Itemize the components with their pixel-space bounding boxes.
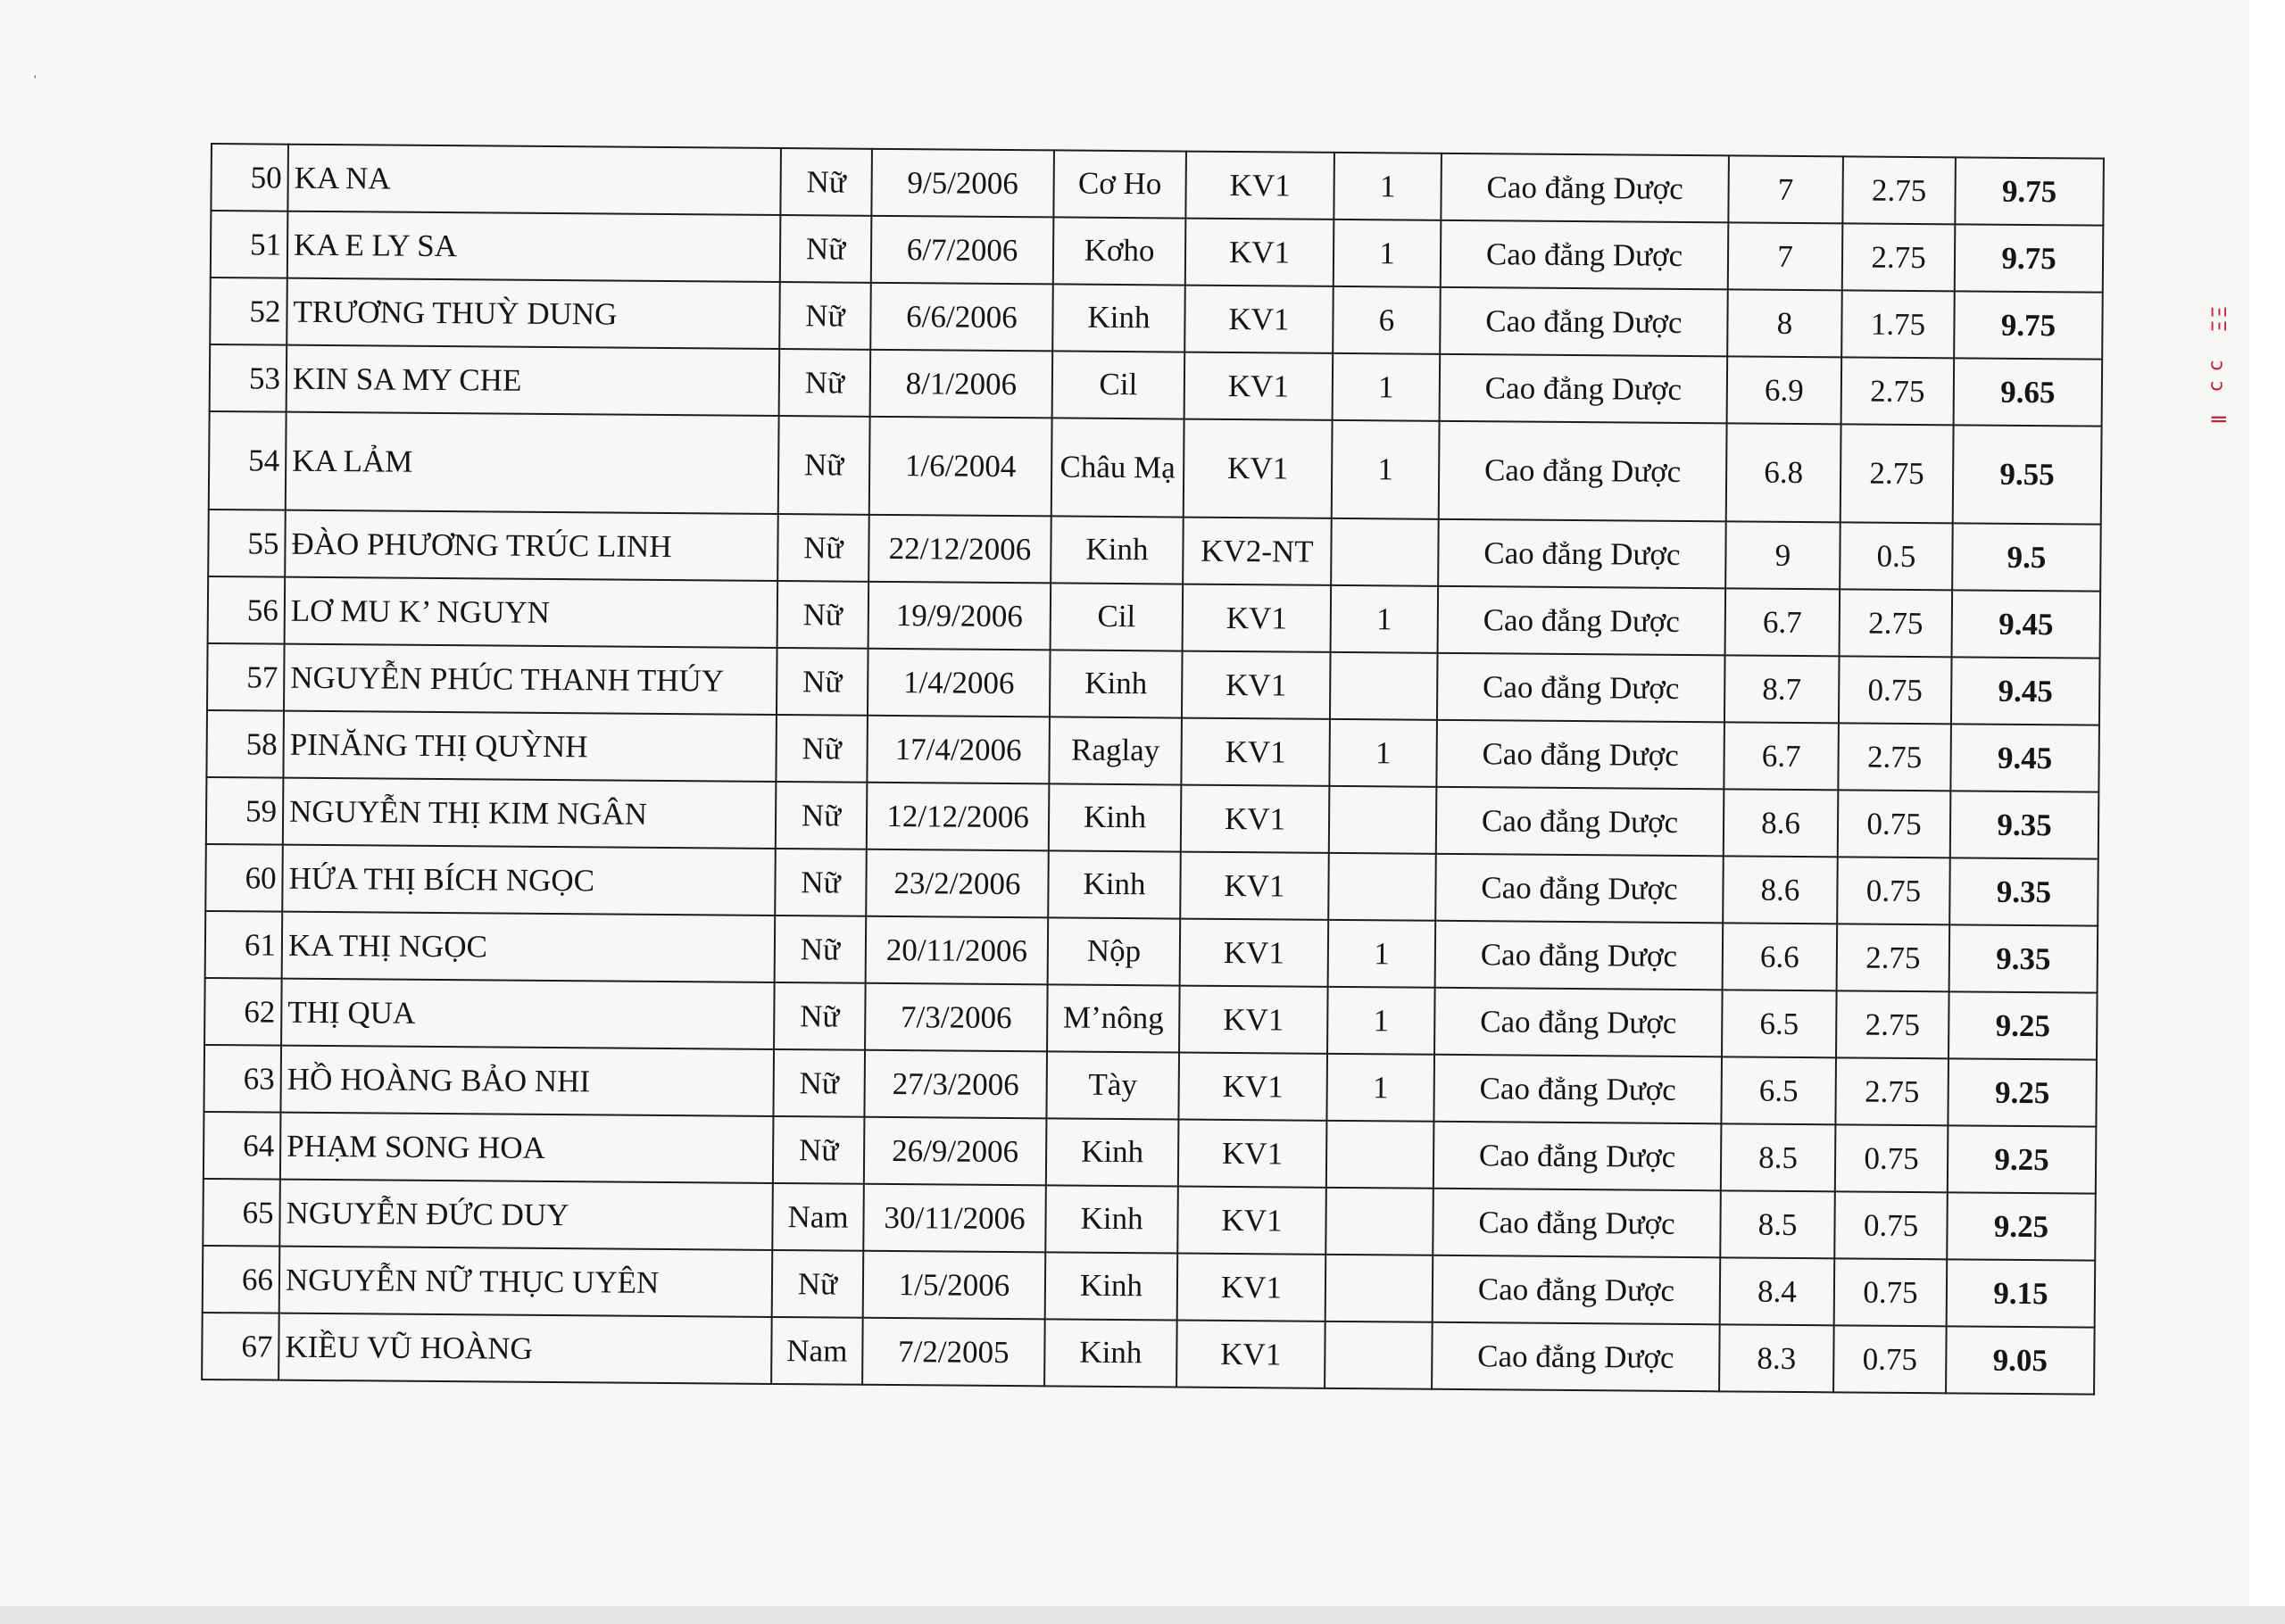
gender-cell: Nữ [779,282,871,350]
major-cell: Cao đẳng Dược [1441,153,1729,223]
row-number-cell: 52 [210,278,287,345]
row-number-cell: 65 [203,1179,280,1247]
ethnicity-cell: Kinh [1044,1319,1177,1387]
gender-cell: Nữ [775,916,867,983]
priority-group-cell: 1 [1329,719,1437,787]
full-name-cell: KA THỊ NGỌC [282,912,776,982]
bonus-points-cell: 0.75 [1837,857,1950,924]
gender-cell: Nữ [775,849,867,916]
gender-cell: Nữ [772,1250,864,1318]
bonus-points-cell: 2.75 [1842,156,1956,224]
row-number-cell: 55 [208,510,286,577]
total-score-cell: 9.25 [1947,1192,2096,1260]
total-score-cell: 9.75 [1955,224,2104,292]
table-body [202,144,2104,1395]
region-cell: KV1 [1183,584,1332,652]
full-name-cell: ĐÀO PHƯƠNG TRÚC LINH [285,510,778,581]
major-cell: Cao đẳng Dược [1434,988,1723,1057]
major-cell: Cao đẳng Dược [1435,921,1724,990]
score-cell: 7 [1728,222,1843,290]
ethnicity-cell: Raglay [1049,717,1182,784]
ethnicity-cell: Tày [1046,1051,1179,1119]
gender-cell: Nữ [776,782,868,849]
total-score-cell: 9.65 [1954,358,2103,426]
region-cell: KV2-NT [1183,518,1332,585]
ethnicity-cell: Kơho [1053,217,1186,285]
full-name-cell: HỒ HOÀNG BẢO NHI [280,1046,774,1116]
region-cell: KV1 [1177,1254,1326,1322]
score-cell: 6.5 [1721,1056,1836,1124]
row-number-cell: 64 [204,1112,281,1180]
full-name-cell: PINĂNG THỊ QUỲNH [283,711,777,782]
total-score-cell: 9.75 [1955,157,2104,225]
region-cell: KV1 [1179,986,1328,1054]
score-cell: 7 [1728,155,1843,223]
full-name-cell: THỊ QUA [281,979,775,1049]
ethnicity-cell: Kinh [1048,850,1181,918]
bonus-points-cell: 1.75 [1841,290,1955,358]
total-score-cell: 9.45 [1952,590,2101,658]
date-of-birth-cell: 1/4/2006 [868,649,1051,717]
ethnicity-cell: Cil [1051,583,1184,650]
gender-cell: Nữ [773,1116,865,1184]
priority-group-cell [1331,518,1439,586]
priority-group-cell: 1 [1332,420,1440,519]
bonus-points-cell: 2.75 [1836,990,1949,1058]
region-cell: KV1 [1181,718,1330,786]
score-cell: 6.7 [1725,588,1840,656]
date-of-birth-cell: 30/11/2006 [863,1184,1046,1253]
date-of-birth-cell: 1/6/2004 [869,417,1052,517]
score-cell: 6.9 [1727,356,1842,424]
total-score-cell: 9.25 [1948,1058,2097,1126]
full-name-cell: KIỀU VŨ HOÀNG [278,1313,772,1384]
major-cell: Cao đẳng Dược [1433,1255,1721,1325]
total-score-cell: 9.35 [1950,791,2099,858]
ethnicity-cell: Kinh [1051,516,1184,584]
full-name-cell: NGUYỄN THỊ KIM NGÂN [283,778,777,849]
ethnicity-cell: Cil [1052,351,1185,418]
ethnicity-cell: Kinh [1049,783,1182,851]
page-bottom-edge [0,1606,2285,1624]
score-cell: 8.7 [1724,655,1840,723]
gender-cell: Nữ [780,215,872,283]
date-of-birth-cell: 6/7/2006 [871,216,1054,285]
total-score-cell: 9.15 [1947,1259,2096,1327]
row-number-cell: 56 [208,576,286,644]
row-number-cell: 53 [210,344,287,412]
priority-group-cell: 1 [1326,1054,1434,1122]
row-number-cell: 50 [211,144,288,211]
result-table-wrapper [201,143,2103,1396]
bonus-points-cell: 0.75 [1838,790,1951,858]
row-number-cell: 66 [203,1246,280,1313]
score-cell: 8.3 [1719,1324,1834,1392]
bonus-points-cell: 0.75 [1834,1191,1948,1259]
ethnicity-cell: M’nông [1047,984,1180,1052]
full-name-cell: NGUYỄN ĐỨC DUY [279,1180,773,1250]
date-of-birth-cell: 7/3/2006 [865,983,1048,1052]
bonus-points-cell: 2.75 [1840,589,1953,657]
date-of-birth-cell: 27/3/2006 [864,1050,1047,1119]
priority-group-cell [1325,1322,1433,1389]
major-cell: Cao đẳng Dược [1433,1055,1722,1124]
full-name-cell: LƠ MU K’ NGUYN [285,577,778,648]
scan-speck: ˌ [32,59,38,79]
date-of-birth-cell: 1/5/2006 [863,1251,1046,1320]
priority-group-cell: 1 [1328,920,1436,988]
row-number-cell: 62 [204,978,282,1046]
priority-group-cell [1329,786,1437,854]
priority-group-cell: 1 [1327,987,1435,1055]
total-score-cell: 9.25 [1948,1125,2097,1193]
priority-group-cell [1330,652,1438,720]
bonus-points-cell: 2.75 [1841,357,1955,425]
gender-cell: Nữ [774,982,866,1050]
total-score-cell: 9.55 [1953,425,2102,524]
major-cell: Cao đẳng Dược [1441,220,1729,290]
full-name-cell: NGUYỄN NỮ THỤC UYÊN [279,1247,773,1317]
date-of-birth-cell: 17/4/2006 [867,716,1050,784]
score-cell: 8.5 [1720,1190,1835,1258]
ethnicity-cell: Châu Mạ [1051,418,1184,517]
major-cell: Cao đẳng Dược [1433,1189,1721,1258]
date-of-birth-cell: 6/6/2006 [870,283,1053,352]
gender-cell: Nữ [779,349,871,417]
score-cell: 6.5 [1722,990,1837,1057]
region-cell: KV1 [1184,352,1334,420]
region-cell: KV1 [1185,219,1334,286]
row-number-cell: 67 [202,1313,279,1380]
major-cell: Cao đẳng Dược [1438,519,1726,589]
region-cell: KV1 [1178,1120,1327,1188]
major-cell: Cao đẳng Dược [1437,653,1725,723]
table-row [202,1313,2095,1395]
score-cell: 8.5 [1721,1123,1836,1191]
score-cell: 6.8 [1726,423,1841,522]
gender-cell: Nữ [773,1049,865,1117]
full-name-cell: HỨA THỊ BÍCH NGỌC [282,845,776,916]
row-number-cell: 51 [211,211,288,278]
region-cell: KV1 [1177,1187,1326,1255]
gender-cell: Nữ [777,514,869,582]
ethnicity-cell: Cơ Ho [1053,150,1186,218]
date-of-birth-cell: 9/5/2006 [871,149,1054,218]
gender-cell: Nam [772,1183,864,1251]
date-of-birth-cell: 19/9/2006 [868,582,1051,650]
result-table [201,143,2105,1396]
ethnicity-cell: Nộp [1048,917,1181,985]
full-name-cell: KA LẢM [286,412,779,514]
bonus-points-cell: 0.75 [1833,1325,1947,1393]
bonus-points-cell: 0.75 [1834,1258,1948,1326]
full-name-cell: NGUYỄN PHÚC THANH THÚY [284,644,777,715]
row-number-cell: 57 [207,643,285,711]
gender-cell: Nữ [780,148,872,216]
major-cell: Cao đẳng Dược [1440,354,1728,424]
priority-group-cell [1326,1121,1434,1189]
region-cell: KV1 [1184,419,1333,518]
total-score-cell: 9.45 [1951,657,2100,725]
bonus-points-cell: 2.75 [1835,1057,1948,1125]
major-cell: Cao đẳng Dược [1433,1122,1722,1191]
total-score-cell: 9.25 [1948,991,2098,1059]
priority-group-cell [1328,853,1436,921]
region-cell: KV1 [1181,785,1330,853]
gender-cell: Nữ [776,715,868,783]
major-cell: Cao đẳng Dược [1439,421,1727,522]
major-cell: Cao đẳng Dược [1435,854,1724,924]
priority-group-cell: 1 [1334,220,1442,287]
full-name-cell: PHẠM SONG HOA [280,1113,774,1183]
bonus-points-cell: 0.5 [1840,522,1953,590]
total-score-cell: 9.35 [1949,924,2098,992]
region-cell: KV1 [1178,1053,1327,1121]
priority-group-cell: 1 [1331,585,1439,653]
bonus-points-cell: 2.75 [1837,924,1950,991]
priority-group-cell [1325,1255,1433,1322]
score-cell: 8.6 [1724,789,1839,857]
total-score-cell: 9.5 [1952,523,2101,591]
gender-cell: Nam [771,1317,863,1385]
date-of-birth-cell: 22/12/2006 [868,515,1051,584]
date-of-birth-cell: 7/2/2005 [862,1318,1045,1387]
priority-group-cell: 1 [1333,353,1441,421]
region-cell: KV1 [1185,152,1334,220]
row-number-cell: 58 [206,710,284,778]
date-of-birth-cell: 26/9/2006 [864,1117,1047,1186]
ethnicity-cell: Kinh [1046,1118,1179,1186]
region-cell: KV1 [1182,651,1331,719]
bonus-points-cell: 2.75 [1838,723,1951,791]
score-cell: 8.4 [1720,1257,1835,1325]
gender-cell: Nữ [777,581,869,649]
row-number-cell: 60 [205,844,283,912]
priority-group-cell: 1 [1334,153,1442,220]
region-cell: KV1 [1180,852,1329,920]
gender-cell: Nữ [778,416,870,515]
region-cell: KV1 [1184,286,1334,353]
total-score-cell: 9.05 [1946,1326,2095,1394]
score-cell: 6.6 [1723,923,1838,990]
region-cell: KV1 [1180,919,1329,987]
ethnicity-cell: Kinh [1052,284,1185,352]
priority-group-cell: 6 [1333,286,1441,354]
full-name-cell: KA E LY SA [287,211,781,282]
row-number-cell: 59 [206,777,284,845]
major-cell: Cao đẳng Dược [1432,1322,1720,1392]
total-score-cell: 9.45 [1950,724,2099,791]
bonus-points-cell: 0.75 [1839,656,1952,724]
date-of-birth-cell: 8/1/2006 [870,350,1053,418]
date-of-birth-cell: 20/11/2006 [866,916,1049,985]
ethnicity-cell: Kinh [1045,1185,1178,1253]
date-of-birth-cell: 23/2/2006 [866,849,1049,918]
major-cell: Cao đẳng Dược [1440,287,1728,357]
full-name-cell: KA NA [287,145,781,215]
bonus-points-cell: 0.75 [1835,1124,1948,1192]
total-score-cell: 9.75 [1954,291,2103,359]
score-cell: 9 [1725,521,1840,589]
total-score-cell: 9.35 [1949,858,2098,925]
major-cell: Cao đẳng Dược [1438,586,1726,656]
priority-group-cell [1325,1188,1433,1255]
row-number-cell: 54 [209,411,287,510]
score-cell: 8.6 [1723,856,1838,924]
ethnicity-cell: Kinh [1045,1252,1178,1320]
full-name-cell: TRƯƠNG THUỲ DUNG [287,278,780,349]
bonus-points-cell: 2.75 [1840,424,1954,523]
page-edge [2249,0,2285,1624]
table-row [209,411,2102,525]
gender-cell: Nữ [777,648,868,716]
row-number-cell: 63 [204,1045,281,1113]
score-cell: 6.7 [1724,722,1839,790]
major-cell: Cao đẳng Dược [1436,787,1724,857]
date-of-birth-cell: 12/12/2006 [867,783,1050,851]
region-cell: KV1 [1176,1321,1325,1388]
full-name-cell: KIN SA MY CHE [287,345,780,416]
red-stamp-mark: ΞΞ ɔ ɔ Ⅱ [2206,305,2229,427]
ethnicity-cell: Kinh [1050,650,1183,717]
row-number-cell: 61 [205,911,283,979]
major-cell: Cao đẳng Dược [1436,720,1724,790]
score-cell: 8 [1727,289,1842,357]
bonus-points-cell: 2.75 [1842,223,1956,291]
